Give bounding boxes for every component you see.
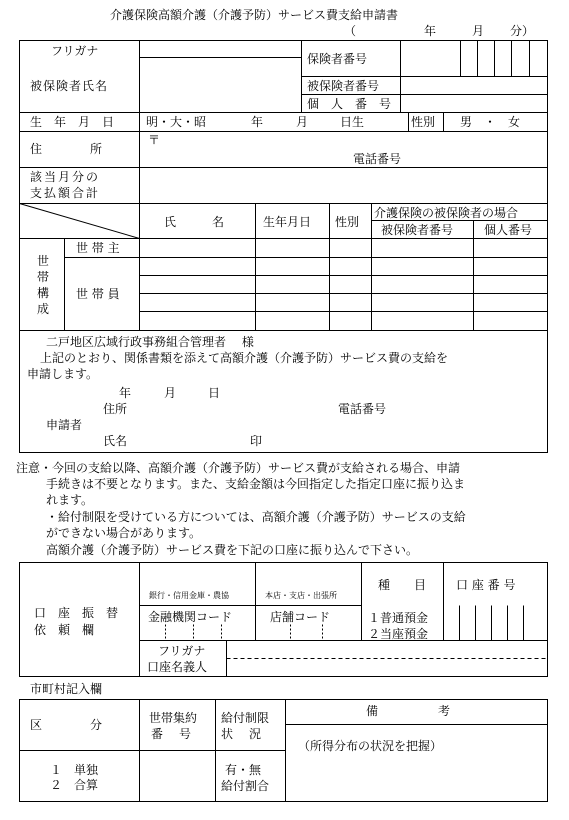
birth-year: 年 [251,115,264,129]
bank-name-field[interactable] [140,563,255,591]
birth-month: 月 [296,115,309,129]
addressee: 二戸地区広域行政事務組合管理者 様 [46,335,254,349]
account-type-1[interactable]: １普通預金 [368,611,429,625]
total-label-2: 支払額合計 [30,186,101,200]
insurer-no-field[interactable] [401,41,547,76]
holder-label: 口座名義人 [147,660,208,674]
note-line-1: 注意・今回の支給以降、高額介護（介護予防）サービス費が支給される場合、申請 [16,461,461,475]
note-line-5: ができない場合があります。 [46,526,202,540]
total-label-1: 該当月分の [30,170,101,184]
app-month: 月 [164,386,177,400]
remarks-note: （所得分布の状況を把握） [298,739,443,753]
insured-no-field[interactable] [401,77,547,94]
app-phone-label: 電話番号 [338,402,387,416]
birth-era[interactable]: 明・大・昭 [146,115,207,129]
period-month: 月 [472,24,485,38]
furigana-field[interactable] [140,41,301,57]
class-option-1: １ 単独 [50,763,99,777]
restrict-ratio: 給付割合 [221,779,270,793]
hh-section-1: 世 [37,254,50,268]
period-close: 分） [510,24,535,38]
app-year: 年 [119,386,132,400]
restrict-label-1: 給付制限 [221,711,270,725]
municipal-class-label: 区 分 [30,718,103,732]
note-line-3: れます。 [46,493,94,507]
hh-section-3: 構 [37,286,50,300]
postal-mark: 〒 [148,133,161,147]
form-title: 介護保険高額介護（介護予防）サービス費支給申請書 [110,8,399,22]
birth-label: 生 年 月 日 [30,115,115,129]
hh-section-4: 成 [37,302,50,316]
hh-col-personal-no: 個人番号 [484,223,533,237]
application-body-1: 上記のとおり、関係書類を添えて高額介護（介護予防）サービス費の支給を [40,351,449,365]
municipal-heading: 市町村記入欄 [30,682,103,696]
hh-head-label: 世 帯 主 [76,241,120,255]
period-year: 年 [424,24,437,38]
bank-label-2: 依 頼 欄 [34,623,95,637]
sex-options[interactable]: 男 ・ 女 [460,115,521,129]
account-type-2[interactable]: ２当座預金 [368,627,429,641]
furigana-label: フリガナ [51,44,99,58]
application-body-2: 申請します。 [27,367,99,381]
hh-no-label-1: 世帯集約 [149,711,198,725]
bank-code-label: 金融機関コード [148,610,233,624]
branch-code-label: 店舗コード [270,610,331,624]
account-type-label: 種 目 [378,578,427,592]
personal-no-label: 個 人 番 号 [307,97,392,111]
restrict-label-2: 状 況 [221,727,264,741]
bank-label-1: 口 座 振 替 [34,606,119,620]
insured-name-field[interactable] [140,58,301,112]
app-name-label: 氏名 [103,434,128,448]
note-line-2: 手続きは不要となります。また、支給金額は今回指定した指定口座に振り込ま [46,477,466,491]
insured-name-label: 被保険者氏名 [30,79,109,93]
hh-col-sex: 性別 [335,215,360,229]
note-line-4: ・給付制限を受けている方については、高額介護（介護予防）サービスの支給 [46,510,466,524]
branch-name-field[interactable] [256,563,361,591]
remarks-label: 備 考 [366,704,451,718]
app-address-label: 住所 [103,402,128,416]
holder-field[interactable] [227,641,547,676]
hh-members-label: 世 帯 員 [76,287,120,301]
branch-types: 本店・支店・出張所 [265,591,337,600]
address-field[interactable] [140,132,547,167]
phone-label: 電話番号 [353,152,402,166]
insurer-no-label: 保険者番号 [307,52,368,66]
sex-label: 性別 [411,115,436,129]
class-option-2: ２ 合算 [50,778,99,792]
hh-col-name: 氏 名 [164,215,225,229]
app-day: 日 [208,386,221,400]
hh-section-2: 帯 [37,270,50,284]
total-amount-field[interactable] [140,168,547,203]
insured-no-label: 被保険者番号 [307,79,380,93]
note-line-6: 高額介護（介護予防）サービス費を下記の口座に振り込んで下さい。 [46,543,419,557]
hh-no-label-2: 番 号 [151,727,194,741]
hh-col-insured-no: 被保険者番号 [381,223,454,237]
restrict-option: 有・無 [225,763,262,777]
hh-col-case: 介護保険の被保険者の場合 [374,206,519,220]
account-no-label: 口 座 番 号 [456,578,516,592]
period-paren: （ [344,24,357,38]
birth-day: 日生 [340,115,365,129]
personal-no-field[interactable] [401,95,547,112]
applicant-label: 申請者 [46,418,83,432]
account-no-field[interactable] [444,606,547,640]
hh-col-birth: 生年月日 [263,215,312,229]
bank-types: 銀行・信用金庫・農協 [149,591,229,600]
address-label: 住 所 [30,142,103,156]
holder-furigana-label: フリガナ [158,644,206,658]
seal-mark: 印 [250,434,263,448]
